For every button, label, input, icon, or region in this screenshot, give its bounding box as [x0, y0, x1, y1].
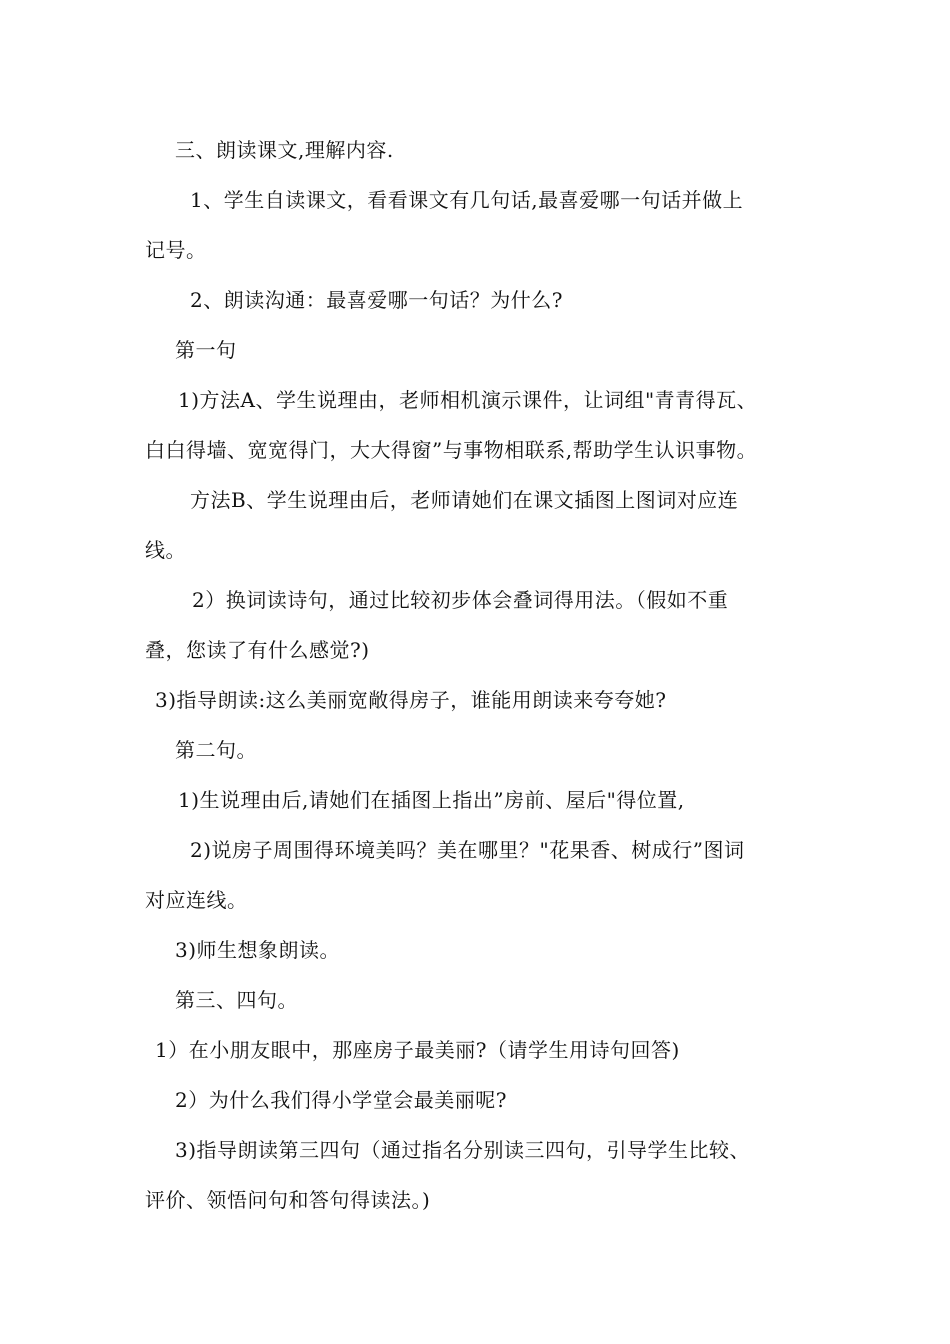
paragraph-line: 评价、领悟问句和答句得读法。)	[145, 1188, 431, 1212]
paragraph-line: 1)方法A、学生说理由，老师相机演示课件，让词组"青青得瓦、	[178, 388, 758, 412]
paragraph-line: 1)生说理由后,请她们在插图上指出”房前、屋后"得位置,	[178, 788, 685, 812]
paragraph-line: 线。	[145, 538, 186, 562]
paragraph-line: 3)师生想象朗读。	[175, 938, 341, 962]
paragraph-line: 3)指导朗读:这么美丽宽敞得房子，谁能用朗读来夸夸她?	[155, 688, 667, 712]
paragraph-line: 2)说房子周围得环境美吗？美在哪里？"花果香、树成行”图词	[190, 838, 745, 862]
subheading-first-sentence: 第一句	[175, 338, 237, 362]
paragraph-line: 对应连线。	[145, 888, 248, 912]
paragraph-line: 1、学生自读课文，看看课文有几句话,最喜爱哪一句话并做上	[190, 188, 744, 212]
paragraph-line: 1）在小朋友眼中，那座房子最美丽?（请学生用诗句回答)	[155, 1038, 680, 1062]
paragraph-line: 方法B、学生说理由后，老师请她们在课文插图上图词对应连	[190, 488, 739, 512]
paragraph-line: 叠，您读了有什么感觉?)	[145, 638, 370, 662]
subheading-third-fourth-sentences: 第三、四句。	[175, 988, 298, 1012]
paragraph-line: 2、朗读沟通：最喜爱哪一句话？为什么?	[190, 288, 563, 312]
paragraph-line: 3)指导朗读第三四句（通过指名分别读三四句，引导学生比较、	[175, 1138, 751, 1162]
paragraph-line: 白白得墙、宽宽得门，大大得窗”与事物相联系,帮助学生认识事物。	[145, 438, 758, 462]
paragraph-line: 2）换词读诗句，通过比较初步体会叠词得用法。（假如不重	[192, 588, 729, 612]
subheading-second-sentence: 第二句。	[175, 738, 257, 762]
paragraph-line: 2）为什么我们得小学堂会最美丽呢?	[175, 1088, 507, 1112]
section-heading: 三、朗读课文,理解内容.	[175, 138, 394, 162]
paragraph-line: 记号。	[145, 238, 207, 262]
